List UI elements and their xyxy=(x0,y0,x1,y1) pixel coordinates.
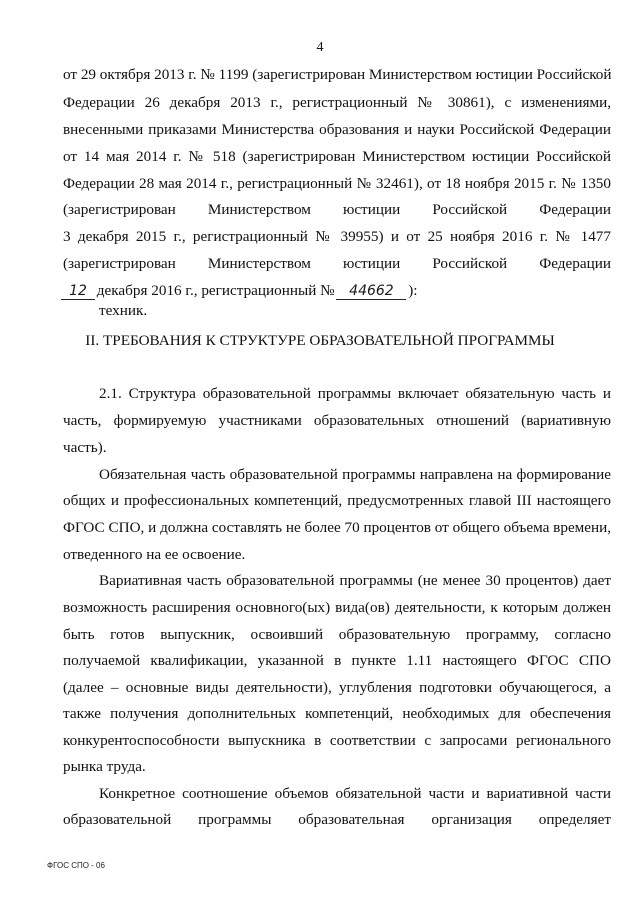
text-fragment: декабря 2016 г., регистрационный № xyxy=(93,282,339,299)
text-line: Вариативная часть образовательной программы (не менее 30 процентов) дает xyxy=(99,572,611,589)
text-line: Федерации 26 декабря 2013 г., регистрационный № 30861), с изменениями, xyxy=(63,94,611,111)
text-line: (зарегистрирован Министерством юстиции Российской Федерации xyxy=(63,201,611,218)
text-line: ФГОС СПО, и должна составлять не более 70 процентов от общего объема времени, xyxy=(63,519,612,536)
footer-label: ФГОС СПО - 06 xyxy=(47,861,105,870)
text-line: от 14 мая 2014 г. № 518 (зарегистрирован Министерством юстиции Российской xyxy=(63,148,611,165)
page-number: 4 xyxy=(316,40,324,55)
text-line: часть). xyxy=(63,439,107,456)
handwritten-day: 12 xyxy=(63,283,93,299)
text-line: от 29 октября 2013 г. № 1199 (зарегистрирован Министерством юстиции Российской xyxy=(63,66,612,83)
text-line: получаемой квалификации, указанной в пункте 1.11 настоящего ФГОС СПО xyxy=(63,652,611,669)
text-line: рынка труда. xyxy=(63,758,146,775)
text-line: внесенными приказами Министерства образования и науки Российской Федерации xyxy=(63,121,611,138)
section-heading: II. ТРЕБОВАНИЯ К СТРУКТУРЕ ОБРАЗОВАТЕЛЬНОЙ ПРОГРАММЫ xyxy=(85,332,555,349)
text-line: Обязательная часть образовательной программы направлена на формирование xyxy=(99,466,611,483)
text-line: (зарегистрирован Министерством юстиции Российской Федерации xyxy=(63,255,611,272)
text-line: (далее – основные виды деятельности), углубления подготовки обучающегося, а xyxy=(63,679,611,696)
text-line: общих и профессиональных компетенций, предусмотренных главой III настоящего xyxy=(63,492,611,509)
qualification-line: техник. xyxy=(99,302,148,319)
text-fragment: ): xyxy=(404,282,418,299)
text-line: Конкретное соотношение объемов обязательной части и вариативной части xyxy=(99,785,611,802)
registration-line xyxy=(63,282,611,300)
text-line: быть готов выпускник, освоивший образовательную программу, согласно xyxy=(63,626,611,643)
text-line: часть, формируемую участниками образовательных отношений (вариативную xyxy=(63,412,611,429)
text-line: образовательной программы образовательная организация определяет xyxy=(63,811,611,828)
handwritten-registration-number: 44662 xyxy=(338,283,404,299)
text-line: конкурентоспособности выпускника в соответствии с запросами регионального xyxy=(63,732,611,749)
text-line: отведенного на ее освоение. xyxy=(63,546,246,563)
text-line: также получения дополнительных компетенций, необходимых для обеспечения xyxy=(63,705,611,722)
text-line: 3 декабря 2015 г., регистрационный № 39955) и от 25 ноября 2016 г. № 1477 xyxy=(63,228,611,245)
text-line: 2.1. Структура образовательной программы включает обязательную часть и xyxy=(99,385,611,402)
text-line: Федерации 28 мая 2014 г., регистрационный № 32461), от 18 ноября 2015 г. № 1350 xyxy=(63,175,611,192)
text-line: возможность расширения основного(ых) вида(ов) деятельности, к которым должен xyxy=(63,599,611,616)
